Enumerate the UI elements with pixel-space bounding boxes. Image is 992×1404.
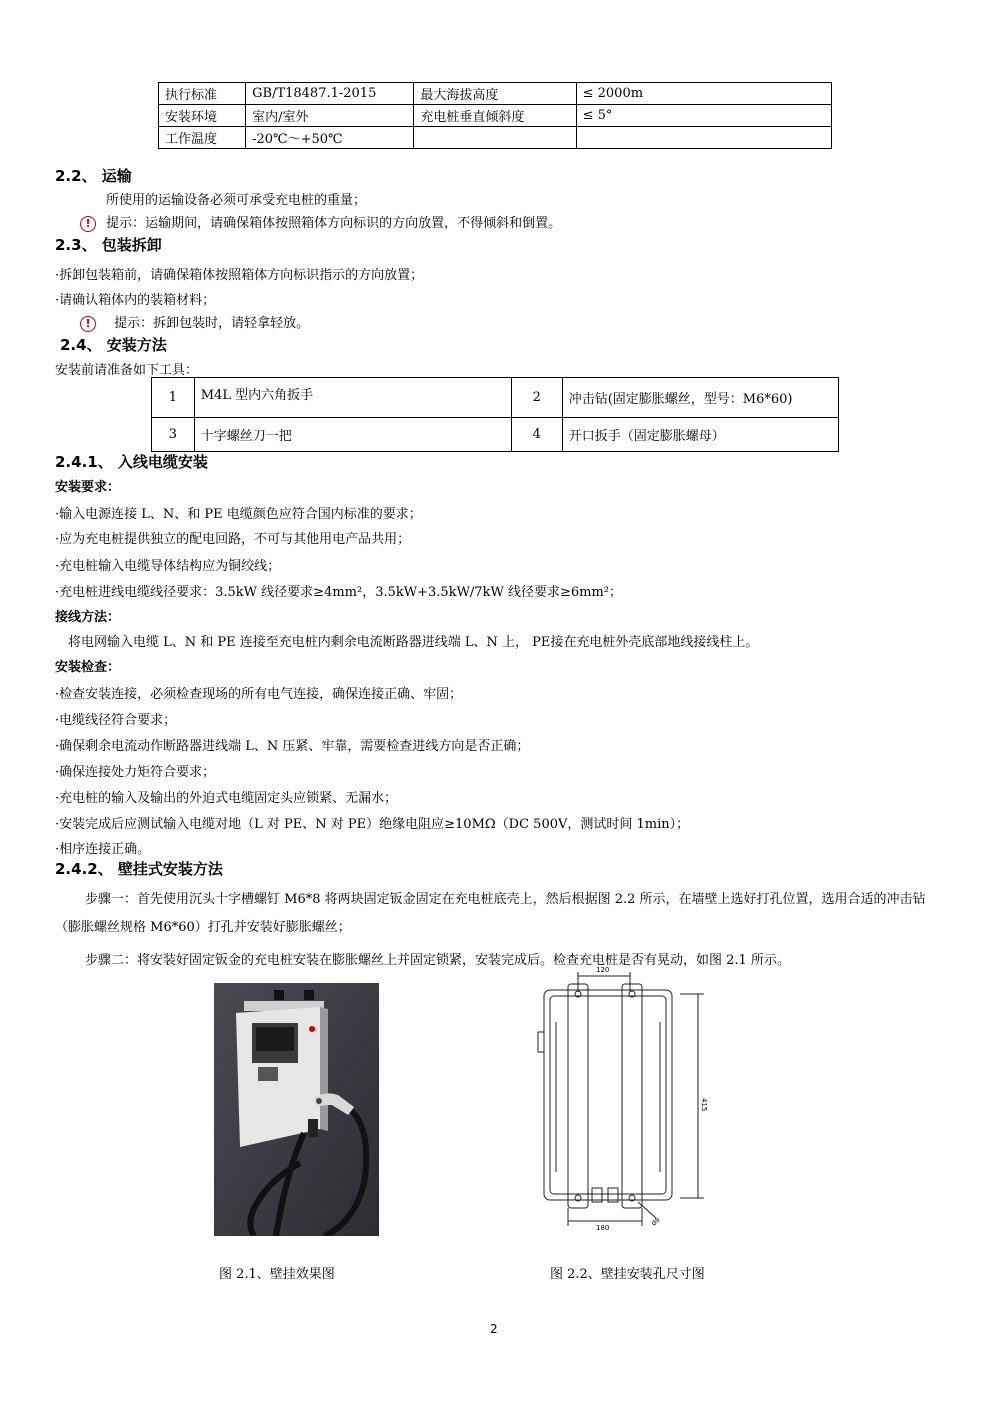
charger-render-image	[214, 983, 379, 1236]
tip-line	[80, 312, 309, 332]
subheading-requirements: 安装要求：	[55, 480, 121, 495]
section-heading-2-4-2: 2.4.2、 壁挂式安装方法	[55, 860, 223, 878]
table-cell: 开口扳手（固定膨胀螺母）	[562, 418, 838, 452]
subheading-check: 安装检查：	[55, 660, 121, 675]
table-row	[152, 378, 839, 418]
dimension-label: 180	[596, 1224, 610, 1232]
spec-table	[158, 82, 832, 149]
list-item: ·拆卸包装箱前，请确保箱体按照箱体方向标识指示的方向放置；	[55, 268, 424, 283]
warning-icon: !	[80, 216, 96, 232]
table-cell: 4	[511, 418, 562, 452]
table-row	[159, 127, 832, 149]
table-cell: 1	[152, 378, 195, 418]
table-cell: ≤ 2000m	[576, 83, 831, 105]
table-cell: 室内/室外	[246, 105, 414, 127]
list-item: ·相序连接正确。	[55, 842, 151, 857]
table-row	[152, 418, 839, 452]
tip-line	[80, 212, 561, 232]
list-item: ·输入电源连接 L、N、和 PE 电缆颜色应符合国内标准的要求；	[55, 507, 422, 522]
paragraph-step2: 步骤二：将安装好固定钣金的充电桩安装在膨胀螺丝上并固定锁紧，安装完成后。检查充电桩是否有晃动，如图 2.1 所示。	[85, 953, 790, 968]
list-item: ·电缆线径符合要求；	[55, 713, 177, 728]
mounting-hole-drawing	[530, 962, 730, 1232]
table-row	[159, 83, 832, 105]
list-item: ·充电桩的输入及输出的外迫式电缆固定头应锁紧、无漏水；	[55, 791, 398, 806]
tip-text: 提示：运输期间，请确保箱体按照箱体方向标识的方向放置，不得倾斜和倒置。	[106, 216, 562, 231]
table-cell: 冲击钻(固定膨胀螺丝，型号：M6*60)	[562, 378, 838, 418]
table-cell: 工作温度	[159, 127, 246, 149]
table-row	[159, 105, 832, 127]
table-cell: M4L 型内六角扳手	[194, 378, 511, 418]
paragraph: 安装前请准备如下工具：	[55, 363, 199, 378]
figure-caption: 图 2.2、壁挂安装孔尺寸图	[550, 1267, 705, 1282]
list-item: ·确保剩余电流动作断路器进线端 L、N 压紧、牢靠，需要检查进线方向是否正确；	[55, 739, 530, 754]
tools-table	[151, 377, 839, 452]
table-cell	[414, 127, 576, 149]
paragraph-step1: 步骤一：首先使用沉头十字槽螺钉 M6*8 将两块固定钣金固定在充电桩底壳上，然后根据图 2.2 所示，在墙壁上选好打孔位置，选用合适的冲击钻（膨胀螺丝规格 M6*60）打孔并安装好膨胀螺丝；	[55, 892, 926, 935]
list-item: ·检查安装连接，必须检查现场的所有电气连接，确保连接正确、牢固；	[55, 687, 463, 702]
warning-icon: !	[80, 316, 96, 332]
dimension-label: 415	[700, 1098, 708, 1112]
list-item: ·请确认箱体内的装箱材料；	[55, 293, 216, 308]
table-cell: 十字螺丝刀一把	[194, 418, 511, 452]
dimension-drawing	[530, 962, 730, 1232]
table-cell: 2	[511, 378, 562, 418]
table-cell: 执行标准	[159, 83, 246, 105]
list-item: ·安装完成后应测试输入电缆对地（L 对 PE、N 对 PE）绝缘电阻应≥10MΩ（DC 500V，测试时间 1min）；	[55, 817, 690, 832]
paragraph: 所使用的运输设备必须可承受充电桩的重量；	[106, 193, 367, 208]
tip-text: 提示：拆卸包装时，请轻拿轻放。	[114, 316, 310, 331]
page-number: 2	[490, 1322, 498, 1336]
figure-caption: 图 2.1、壁挂效果图	[219, 1267, 335, 1282]
section-heading-2-4: 2.4、 安装方法	[60, 336, 167, 354]
table-cell: -20℃～+50℃	[246, 127, 414, 149]
dimension-label: 120	[596, 966, 610, 974]
section-heading-2-4-1: 2.4.1、 入线电缆安装	[55, 453, 208, 471]
table-cell: 最大海拔高度	[414, 83, 576, 105]
charger-illustration	[214, 983, 379, 1236]
table-cell: 3	[152, 418, 195, 452]
section-heading-2-2: 2.2、 运输	[55, 167, 132, 185]
list-item: ·充电桩进线电缆线径要求：3.5kW 线径要求≥4mm²，3.5kW+3.5kW/7kW 线径要求≥6mm²；	[55, 585, 622, 600]
list-item: ·充电桩输入电缆导体结构应为铜绞线；	[55, 559, 281, 574]
list-item: ·确保连接处力矩符合要求；	[55, 765, 216, 780]
table-cell: ≤ 5°	[576, 105, 831, 127]
paragraph: 将电网输入电缆 L、N 和 PE 连接至充电桩内剩余电流断路器进线端 L、N 上， PE接在充电桩外壳底部地线接线柱上。	[68, 635, 759, 650]
table-cell: GB/T18487.1-2015	[246, 83, 414, 105]
table-cell	[576, 127, 831, 149]
list-item: ·应为充电桩提供独立的配电回路，不可与其他用电产品共用；	[55, 532, 411, 547]
subheading-wiring: 接线方法：	[55, 610, 121, 625]
table-cell: 充电桩垂直倾斜度	[414, 105, 576, 127]
dimension-label: Ø8	[650, 1216, 662, 1228]
table-cell: 安装环境	[159, 105, 246, 127]
section-heading-2-3: 2.3、 包装拆卸	[55, 236, 162, 254]
